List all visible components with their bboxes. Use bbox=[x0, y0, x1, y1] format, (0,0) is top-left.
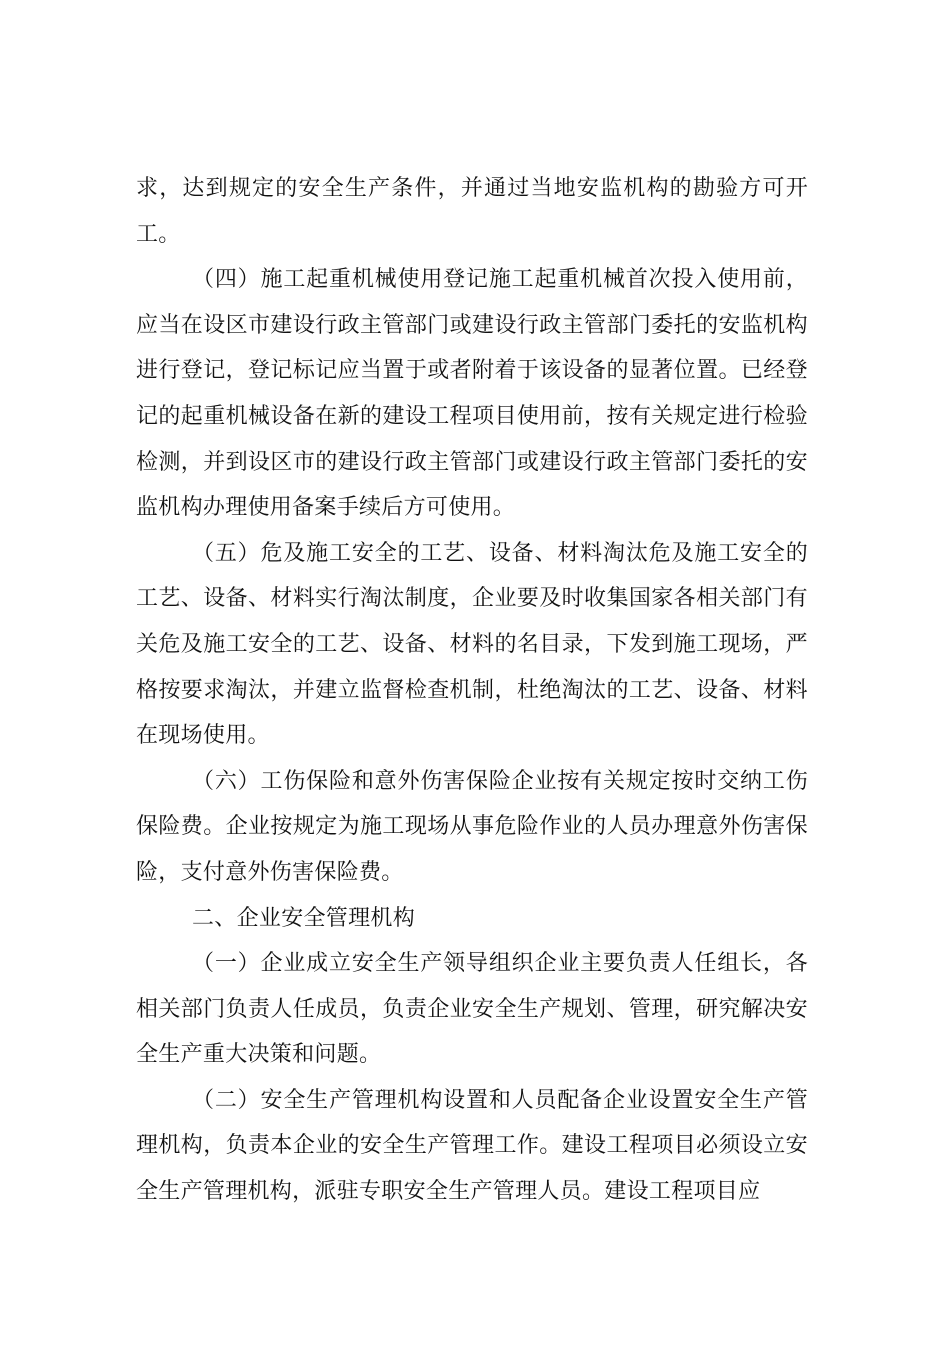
section-heading-2: 二、企业安全管理机构 bbox=[192, 905, 416, 931]
document-body bbox=[136, 166, 808, 1215]
paragraph-item-5-obsolete-equipment: （五）危及施工安全的工艺、设备、材料淘汰危及施工安全的工艺、设备、材料实行淘汰制度，企业要及时收集国家各相关部门有关危及施工安全的工艺、设备、材料的名目录，下发到施工现场，严格按要求淘汰，并建立监督检查机制，杜绝淘汰的工艺、设备、材料在现场使用。 bbox=[136, 540, 808, 749]
paragraph-item-1-leadership: （一）企业成立安全生产领导组织企业主要负责人任组长，各相关部门负责人任成员，负责企业安全生产规划、管理，研究解决安全生产重大决策和问题。 bbox=[136, 951, 808, 1068]
paragraph-item-4-crane-registration: （四）施工起重机械使用登记施工起重机械首次投入使用前，应当在设区市建设行政主管部门或建设行政主管部门委托的安监机构进行登记，登记标记应当置于或者附着于该设备的显著位置。已经登记的起重机械设备在新的建设工程项目使用前，按有关规定进行检验检测，并到设区市的建设行政主管部门或建设行政主管部门委托的安监机构办理使用备案手续后方可使用。 bbox=[136, 267, 808, 521]
paragraph-item-6-insurance: （六）工伤保险和意外伤害保险企业按有关规定按时交纳工伤保险费。企业按规定为施工现场从事危险作业的人员办理意外伤害保险，支付意外伤害保险费。 bbox=[136, 768, 808, 885]
paragraph-continuation: 求，达到规定的安全生产条件，并通过当地安监机构的勘验方可开工。 bbox=[136, 176, 808, 247]
paragraph-item-2-management-body: （二）安全生产管理机构设置和人员配备企业设置安全生产管理机构，负责本企业的安全生产管理工作。建设工程项目必须设立安全生产管理机构，派驻专职安全生产管理人员。建设工程项目应 bbox=[136, 1087, 808, 1205]
